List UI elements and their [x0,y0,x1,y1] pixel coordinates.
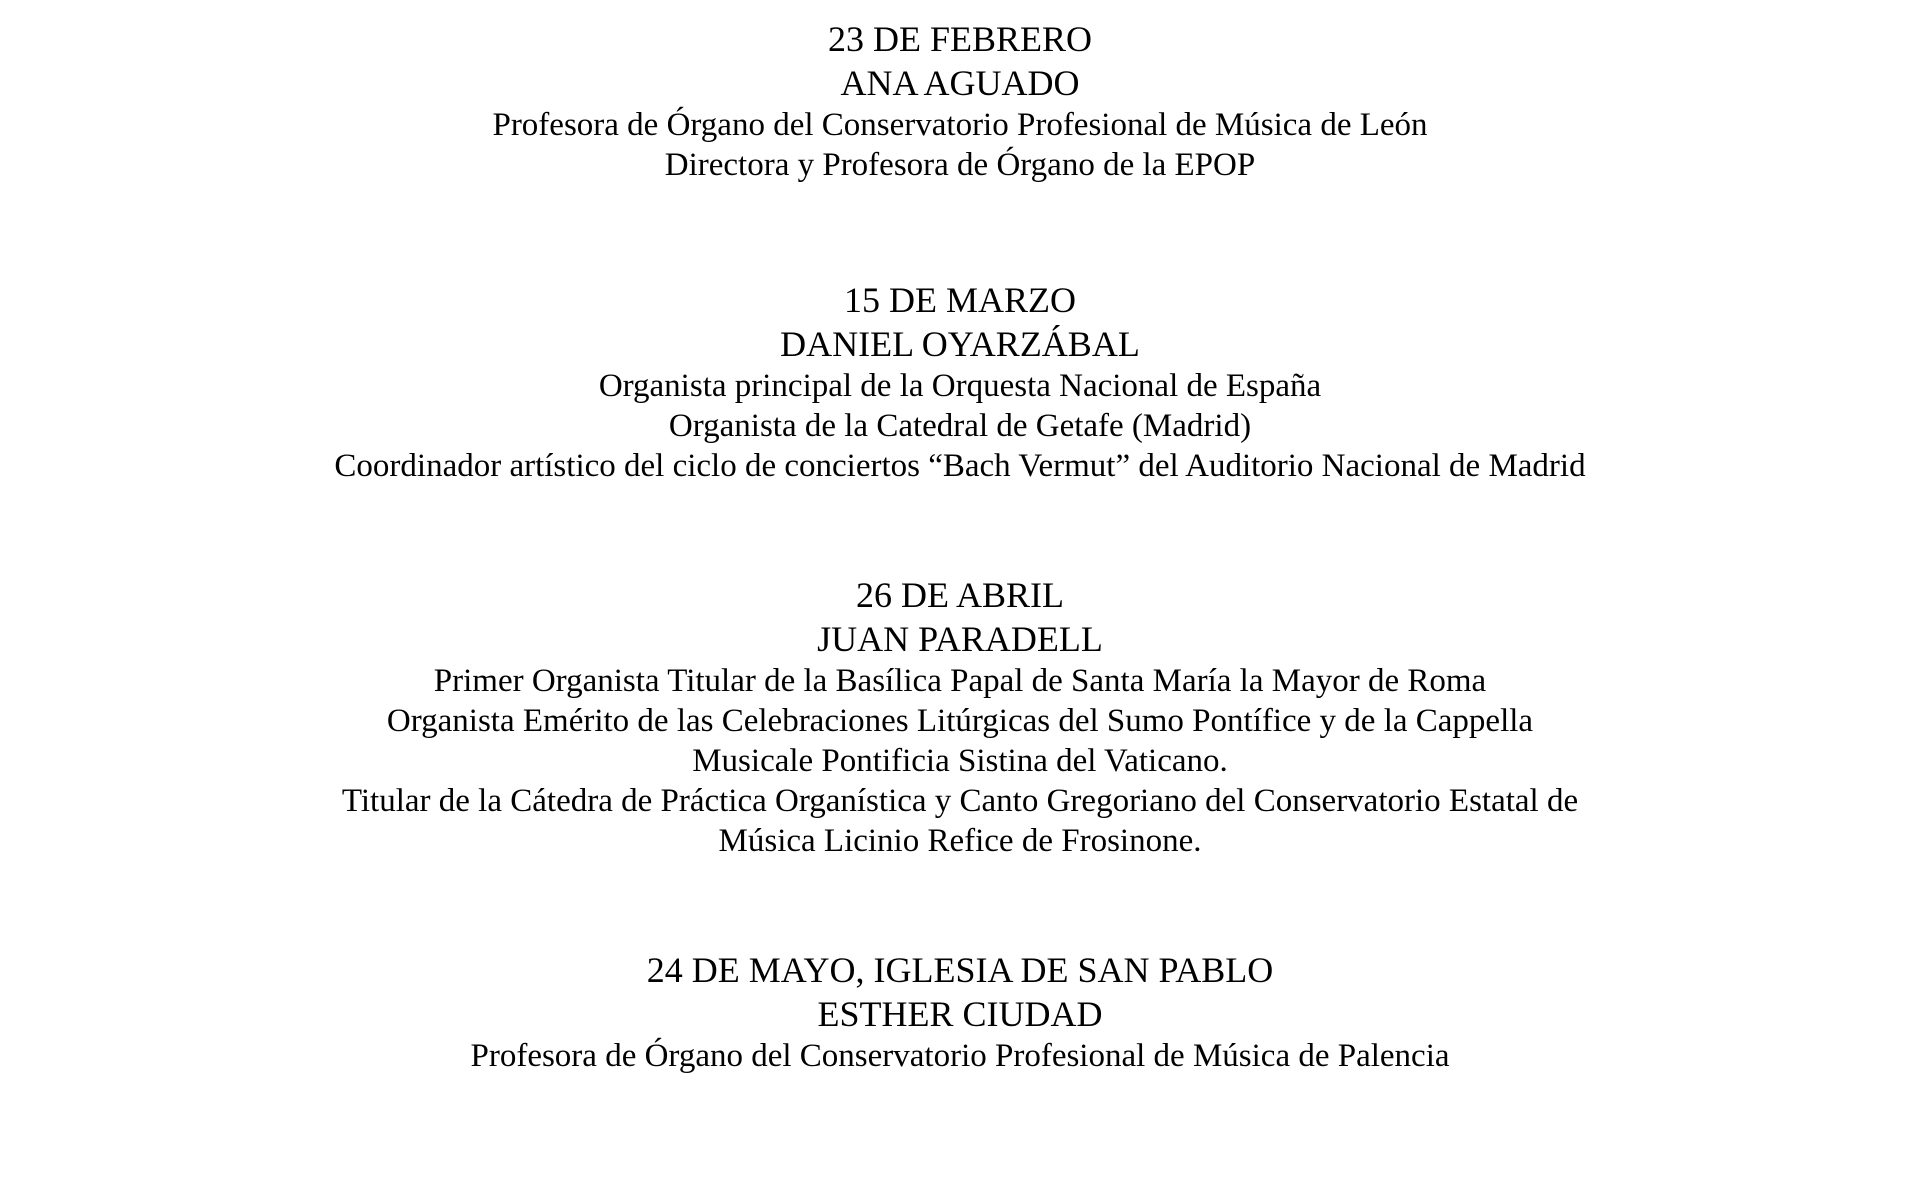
organist-title-line: Musicale Pontificia Sistina del Vaticano. [692,743,1228,779]
organist-title-line: Primer Organista Titular de la Basílica Papal de Santa María la Mayor de Roma [433,663,1487,699]
organist-name: DANIEL OYARZÁBAL [780,324,1140,364]
organist-title-line: Organista principal de la Orquesta Nacional de España [598,368,1322,404]
organist-title-line: Organista de la Catedral de Getafe (Madrid) [668,408,1252,444]
concert-date: 24 DE MAYO, IGLESIA DE SAN PABLO [646,950,1274,990]
organist-title-line: Directora y Profesora de Órgano de la EPOP [664,147,1256,183]
organist-name: ANA AGUADO [840,63,1080,103]
organist-title-line: Profesora de Órgano del Conservatorio Profesional de Música de León [492,107,1428,143]
concert-entry-april [0,573,1920,861]
organist-name: JUAN PARADELL [817,619,1103,659]
organist-name: ESTHER CIUDAD [817,994,1103,1034]
organist-title-line: Coordinador artístico del ciclo de conciertos “Bach Vermut” del Auditorio Nacional de Madrid [334,448,1586,484]
organist-title-line: Profesora de Órgano del Conservatorio Profesional de Música de Palencia [470,1038,1450,1074]
organist-title-line: Titular de la Cátedra de Práctica Organística y Canto Gregoriano del Conservatorio Estatal de [341,783,1579,819]
organist-title-line: Música Licinio Refice de Frosinone. [718,823,1202,859]
concert-date: 23 DE FEBRERO [827,19,1093,59]
organist-title-line: Organista Emérito de las Celebraciones Litúrgicas del Sumo Pontífice y de la Cappella [386,703,1534,739]
concert-entry-may [0,948,1920,1076]
concert-entry-february [0,17,1920,185]
concert-entry-march [0,278,1920,486]
concert-date: 15 DE MARZO [844,280,1076,320]
concert-date: 26 DE ABRIL [855,575,1064,615]
